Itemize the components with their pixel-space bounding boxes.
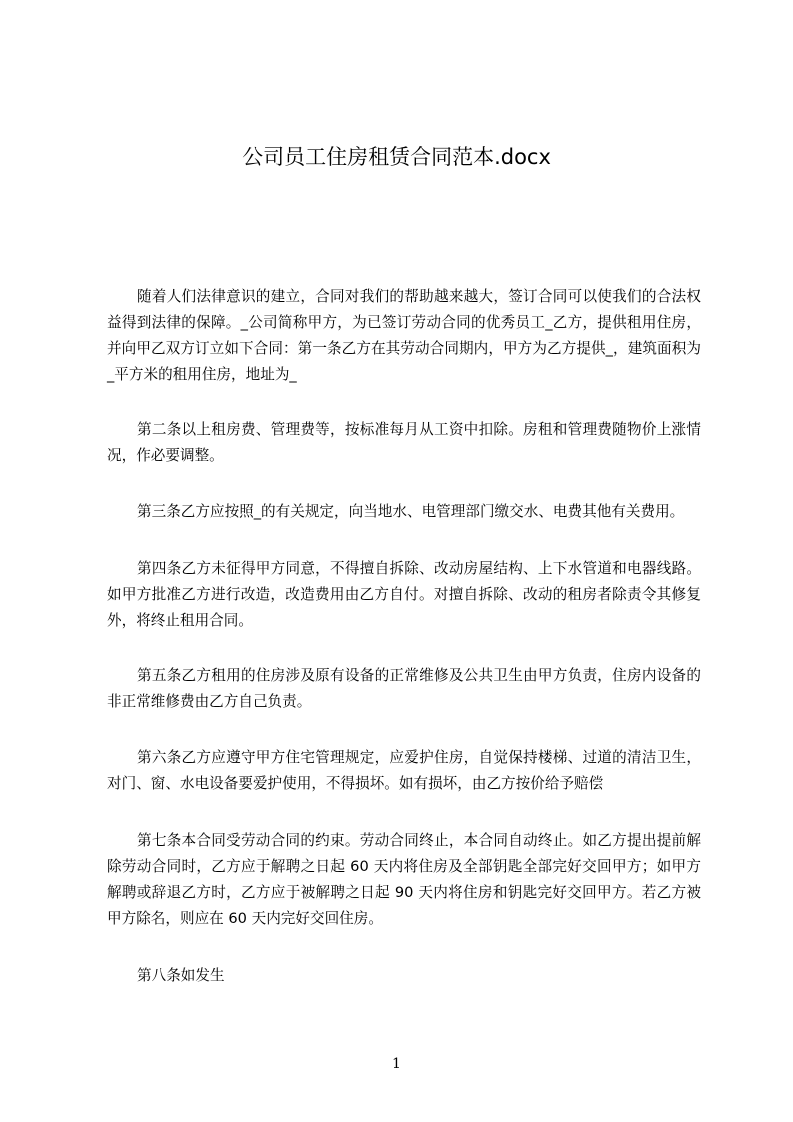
paragraph-article-2: 第二条以上租房费、管理费等，按标准每月从工资中扣除。房租和管理费随物价上涨情况，作必要调整。: [107, 421, 701, 464]
paragraph-article-4: 第四条乙方未征得甲方同意，不得擅自拆除、改动房屋结构、上下水管道和电器线路。如甲方批准乙方进行改造，改造费用由乙方自付。对擅自拆除、改动的租房者除责令其修复外，将终止租用合同。: [107, 560, 701, 629]
paragraph-article-7: 第七条本合同受劳动合同的约束。劳动合同终止，本合同自动终止。如乙方提出提前解除劳动合同时，乙方应于解聘之日起 60 天内将住房及全部钥匙全部完好交回甲方；如甲方解聘或辞退乙方时，乙方应于被解聘之日起 90 天内将住房和钥匙完好交回甲方。若乙方被甲方除名，则应在 60 天内完好交回住房。: [107, 832, 701, 927]
paragraph-article-3: 第三条乙方应按照_的有关规定，向当地水、电管理部门缴交水、电费其他有关费用。: [137, 503, 685, 520]
document-body: [107, 284, 701, 1018]
paragraph-intro: 随着人们法律意识的建立，合同对我们的帮助越来越大，签订合同可以使我们的合法权益得到法律的保障。_公司简称甲方，为已签订劳动合同的优秀员工_乙方，提供租用住房，并向甲乙双方订立如下合同：第一条乙方在其劳动合同期内，甲方为乙方提供_，建筑面积为_平方米的租用住房，地址为_: [107, 288, 701, 383]
paragraph-article-8: 第八条如发生: [137, 967, 225, 984]
page-number: 1: [392, 1056, 401, 1072]
paragraph-article-5: 第五条乙方租用的住房涉及原有设备的正常维修及公共卫生由甲方负责，住房内设备的非正常维修费由乙方自己负责。: [107, 667, 701, 710]
document-title: 公司员工住房租赁合同范本.docx: [242, 145, 551, 169]
paragraph-article-6: 第六条乙方应遵守甲方住宅管理规定，应爱护住房，自觉保持楼梯、过道的清洁卫生，对门、窗、水电设备要爱护使用，不得损坏。如有损坏，由乙方按价给予赔偿: [107, 749, 701, 792]
